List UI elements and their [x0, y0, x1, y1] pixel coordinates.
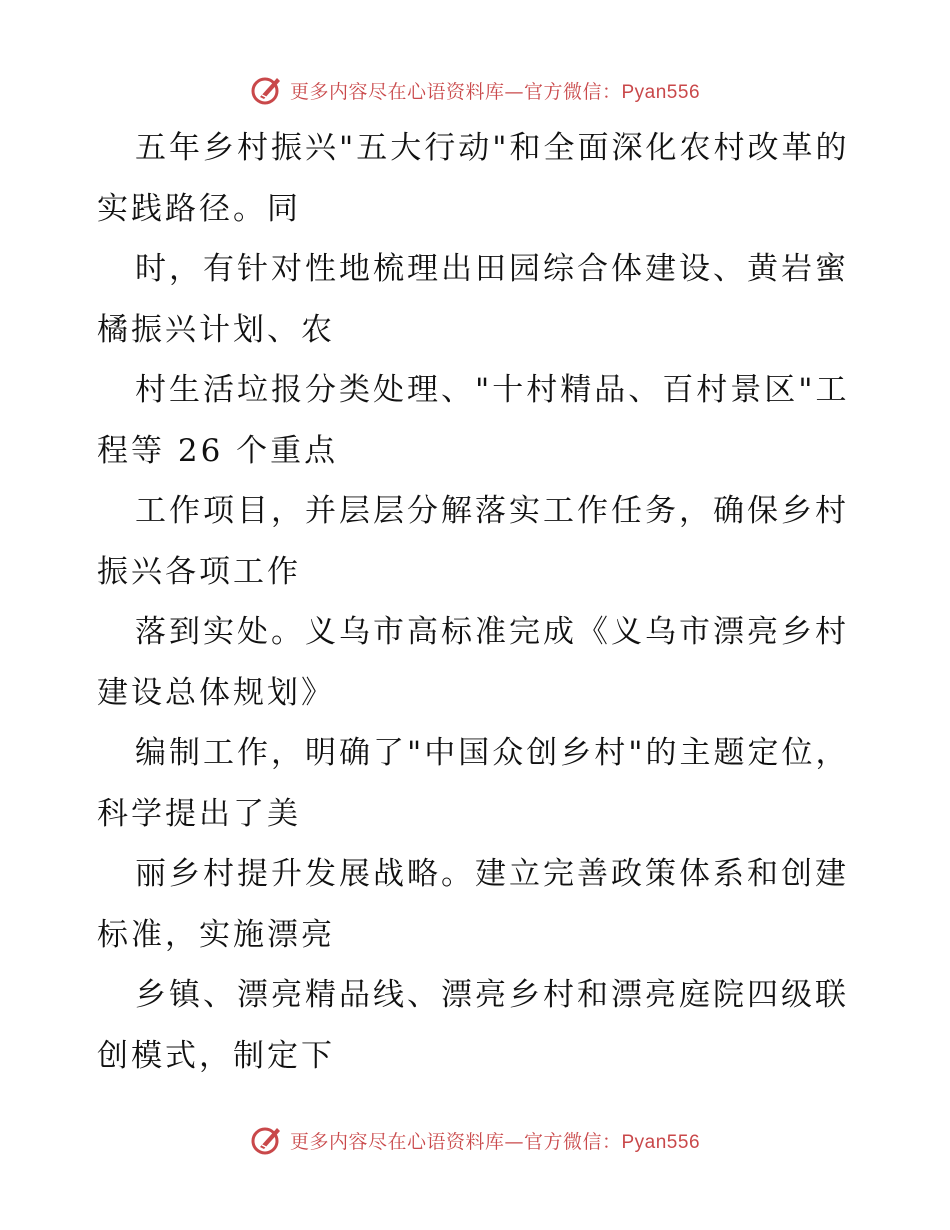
text-line: 村生活垃报分类处理、"十村精品、百村景区"工 — [135, 372, 850, 408]
document-body — [97, 118, 857, 1086]
text-line: 振兴各项工作 — [97, 553, 301, 590]
text-line: 科学提出了美 — [97, 795, 301, 832]
text-line: 工作项目，并层层分解落实工作任务，确保乡村 — [135, 493, 849, 529]
text-line: 实践路径。同 — [97, 190, 301, 227]
text-line: 建设总体规划》 — [97, 674, 335, 711]
text-line: 落到实处。义乌市高标准完成《义乌市漂亮乡村 — [135, 614, 849, 650]
quill-circle-icon — [250, 73, 284, 107]
text-line: 五年乡村振兴"五大行动"和全面深化农村改革的 — [135, 130, 850, 166]
text-line: 编制工作，明确了"中国众创乡村"的主题定位， — [135, 735, 850, 771]
text-line: 橘振兴计划、农 — [97, 311, 335, 348]
text-line: 乡镇、漂亮精品线、漂亮乡村和漂亮庭院四级联 — [135, 977, 849, 1013]
header-banner — [0, 70, 950, 110]
banner-text: 更多内容尽在心语资料库—官方微信：Pyan556 — [289, 80, 701, 103]
text-line: 创模式，制定下 — [97, 1037, 335, 1074]
wechat-id: Pyan556 — [621, 81, 701, 103]
footer-banner — [0, 1120, 950, 1160]
text-line: 标准，实施漂亮 — [97, 916, 335, 953]
text-line: 丽乡村提升发展战略。建立完善政策体系和创建 — [135, 856, 849, 892]
banner-text: 更多内容尽在心语资料库—官方微信：Pyan556 — [289, 1130, 701, 1153]
text-line: 程等 26 个重点 — [97, 432, 339, 469]
quill-circle-icon — [250, 1123, 284, 1157]
text-line: 时，有针对性地梳理出田园综合体建设、黄岩蜜 — [135, 251, 849, 287]
wechat-id: Pyan556 — [621, 1131, 701, 1153]
